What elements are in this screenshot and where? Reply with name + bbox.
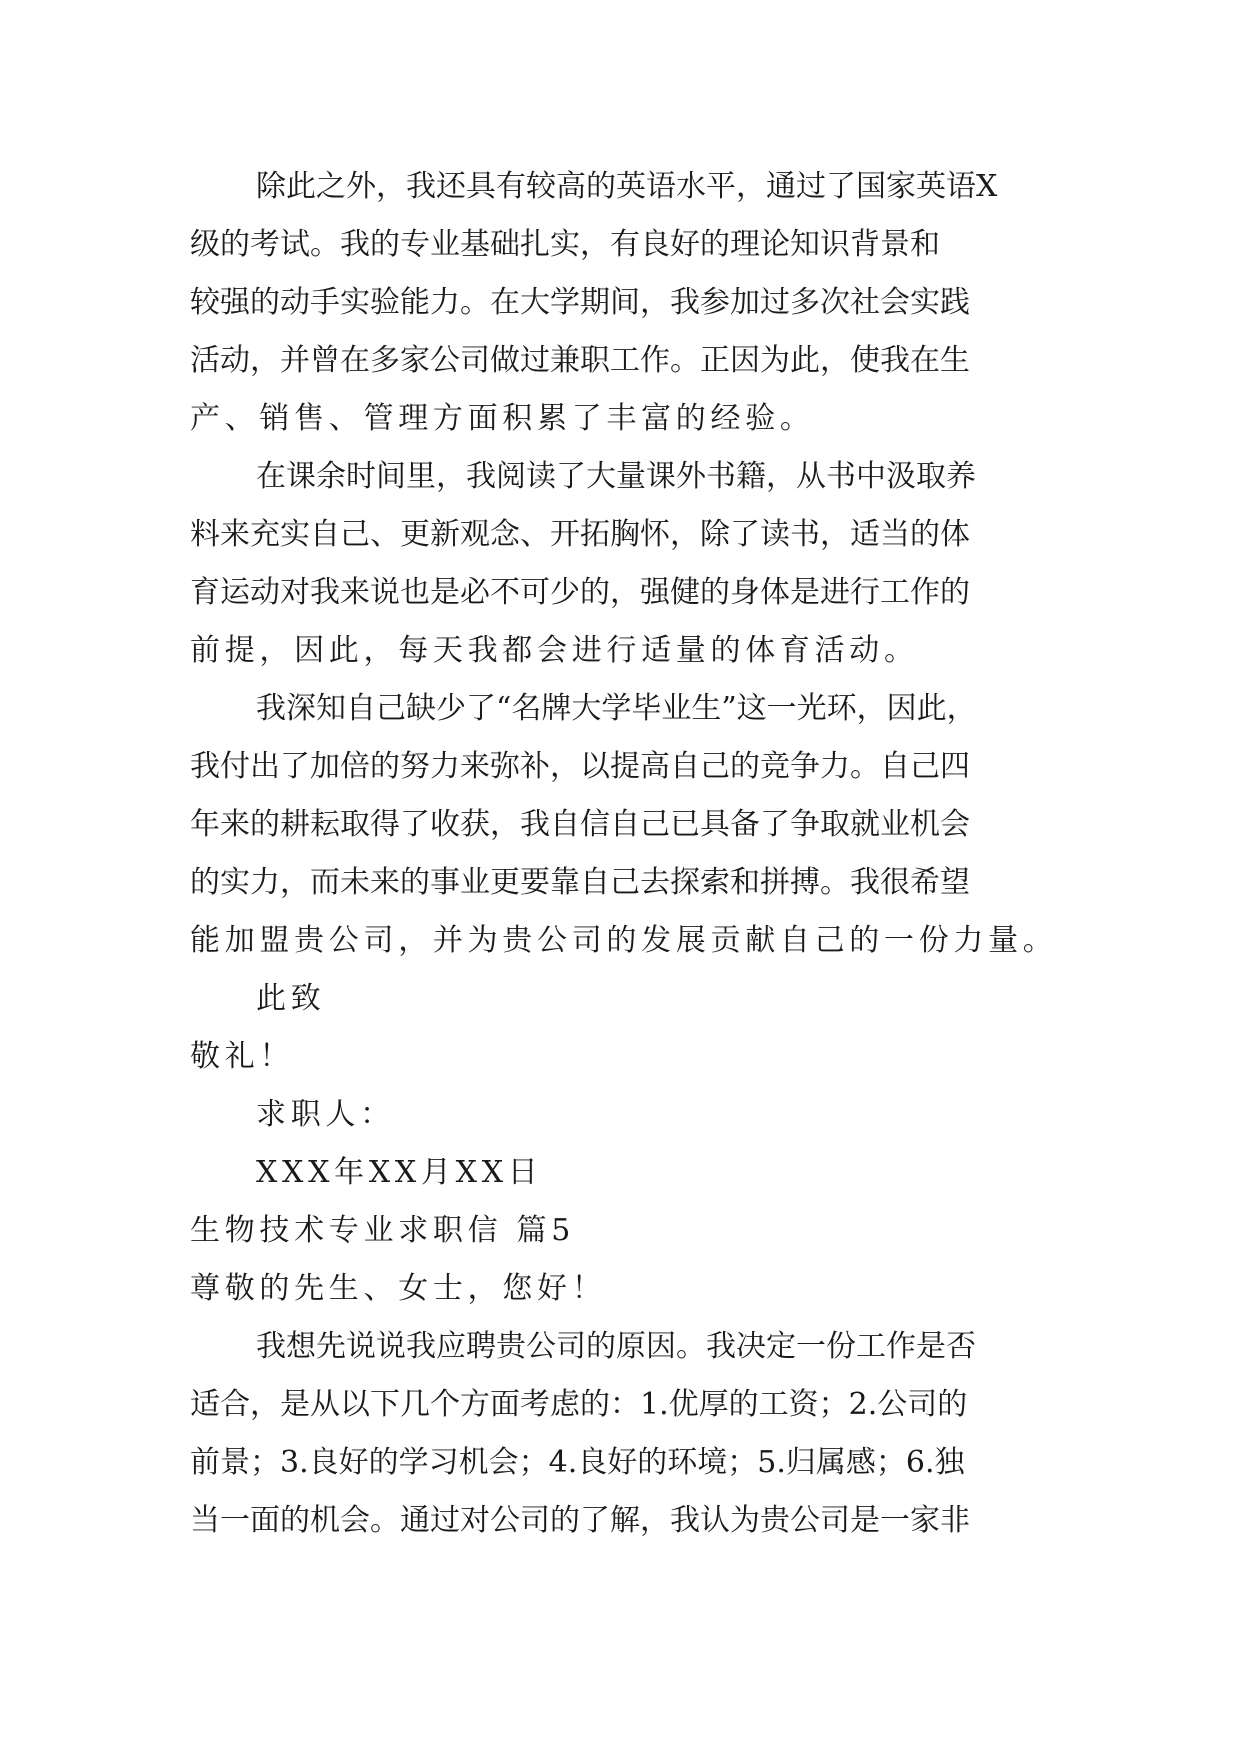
text-line: 育运动对我来说也是必不可少的，强健的身体是进行工作的 — [190, 575, 970, 610]
text-line: 适合，是从以下几个方面考虑的：1.优厚的工资；2.公司的 — [190, 1387, 968, 1422]
text-line: 较强的动手实验能力。在大学期间，我参加过多次社会实践 — [190, 285, 970, 320]
text-line: 年来的耕耘取得了收获，我自信自己已具备了争取就业机会 — [190, 807, 970, 842]
text-line: 前景；3.良好的学习机会；4.良好的环境；5.归属感；6.独 — [190, 1445, 965, 1480]
text-line: 我付出了加倍的努力来弥补，以提高自己的竞争力。自己四 — [190, 749, 970, 784]
text-line: 能加盟贵公司，并为贵公司的发展贡献自己的一份力量。 — [190, 923, 1058, 958]
text-line: 我深知自己缺少了“名牌大学毕业生”这一光环，因此， — [256, 691, 977, 726]
text-line: 我想先说说我应聘贵公司的原因。我决定一份工作是否 — [256, 1329, 976, 1364]
text-line: 求职人： — [256, 1097, 395, 1132]
text-line: 料来充实自己、更新观念、开拓胸怀，除了读书，适当的体 — [190, 517, 970, 552]
text-line: 在课余时间里，我阅读了大量课外书籍，从书中汲取养 — [256, 459, 976, 494]
text-line: 此致 — [256, 981, 326, 1016]
text-line: 级的考试。我的专业基础扎实，有良好的理论知识背景和 — [190, 227, 940, 262]
text-line: 尊敬的先生、女士，您好！ — [190, 1271, 607, 1306]
text-line: 产、销售、管理方面积累了丰富的经验。 — [190, 401, 815, 436]
text-line: 生物技术专业求职信 篇5 — [190, 1213, 576, 1248]
text-line: 的实力，而未来的事业更要靠自己去探索和拼搏。我很希望 — [190, 865, 970, 900]
text-line: 除此之外，我还具有较高的英语水平，通过了国家英语X — [256, 169, 998, 204]
document-body — [190, 158, 1066, 1550]
text-line: 当一面的机会。通过对公司的了解，我认为贵公司是一家非 — [190, 1503, 970, 1538]
text-line: 前提，因此，每天我都会进行适量的体育活动。 — [190, 633, 919, 668]
text-line: 活动，并曾在多家公司做过兼职工作。正因为此，使我在生 — [190, 343, 970, 378]
text-line: 敬礼！ — [190, 1039, 295, 1074]
text-line: XXX年XX月XX日 — [256, 1155, 543, 1190]
